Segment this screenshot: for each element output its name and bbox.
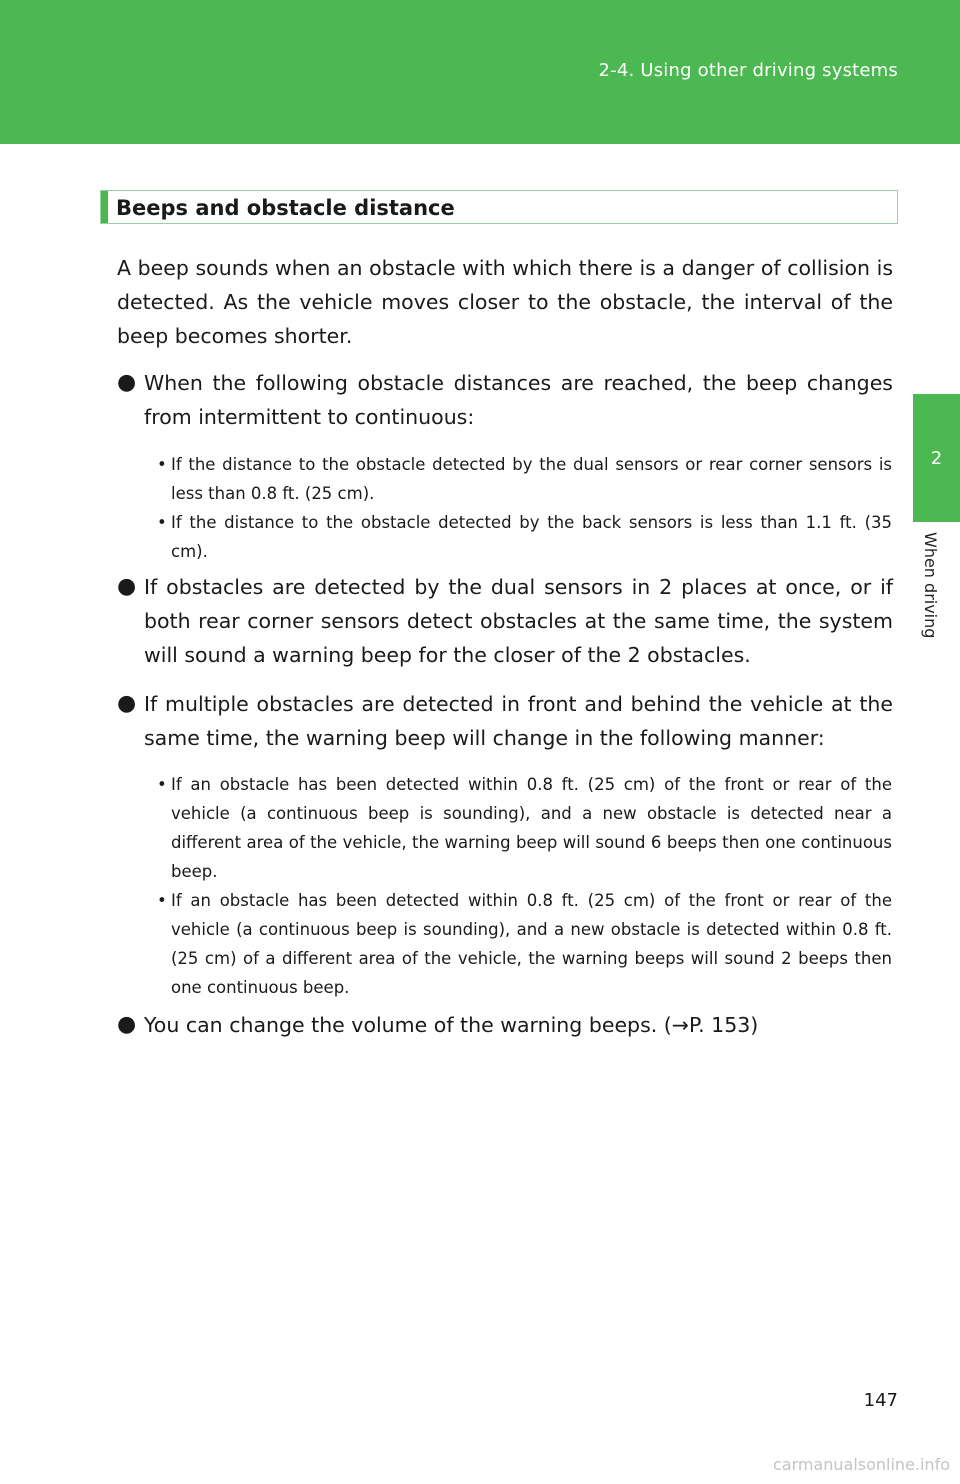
intro-paragraph: A beep sounds when an obstacle with which there is a danger of collision is detected. As the vehicle moves closer to the obstacle, the interval of the beep becomes shorter.	[117, 256, 893, 348]
sub-bullet-item	[157, 450, 892, 508]
bullet-item	[117, 1008, 893, 1042]
section-breadcrumb: 2-4. Using other driving systems	[598, 60, 898, 81]
chapter-tab-number: 2	[930, 448, 943, 469]
sub-bullet-text: If an obstacle has been detected within 0.8 ft. (25 cm) of the front or rear of the vehicle (a continuous beep is sounding), and a new obstacle is detected within 0.8 ft. (25 cm) of a different area of the vehicle, the warning beeps will sound 2 beeps then one continuous beep.	[171, 891, 892, 997]
header-band	[0, 0, 960, 144]
page-number: 147	[863, 1390, 898, 1411]
sub-bullet-text: If the distance to the obstacle detected by the back sensors is less than 1.1 ft. (35 cm).	[171, 513, 892, 561]
bullet-text: You can change the volume of the warning beeps. (→P. 153)	[144, 1013, 759, 1037]
sub-bullet-text: If an obstacle has been detected within 0.8 ft. (25 cm) of the front or rear of the vehicle (a continuous beep is sounding), and a new obstacle is detected near a different area of the vehicle, the warning beep will sound 6 beeps then one continuous beep.	[171, 775, 892, 881]
bullet-item	[117, 687, 893, 755]
sub-bullet-icon: •	[157, 891, 167, 910]
heading-accent-bar	[101, 191, 108, 223]
sub-bullet-text: If the distance to the obstacle detected by the dual sensors or rear corner sensors is less than 0.8 ft. (25 cm).	[171, 455, 892, 503]
bullet-text: If obstacles are detected by the dual sensors in 2 places at once, or if both rear corner sensors detect obstacles at the same time, the system will sound a warning beep for the closer of the 2 obstacles.	[144, 575, 893, 667]
bullet-item	[117, 366, 893, 434]
sub-bullet-item	[157, 886, 892, 1002]
sub-bullet-icon: •	[157, 513, 167, 532]
section-heading-text: Beeps and obstacle distance	[116, 196, 455, 220]
sub-bullet-item	[157, 508, 892, 566]
bullet-text: If multiple obstacles are detected in front and behind the vehicle at the same time, the warning beep will change in the following manner:	[144, 692, 893, 750]
bullet-icon: ●	[117, 691, 137, 716]
bullet-icon: ●	[117, 1012, 137, 1037]
bullet-item	[117, 570, 893, 672]
bullet-text: When the following obstacle distances are reached, the beep changes from intermittent to continuous:	[144, 371, 893, 429]
sub-bullet-icon: •	[157, 455, 167, 474]
sub-bullet-icon: •	[157, 775, 167, 794]
bullet-icon: ●	[117, 574, 137, 599]
sub-bullet-item	[157, 770, 892, 886]
section-heading	[100, 190, 898, 224]
watermark: carmanualsonline.info	[772, 1455, 950, 1474]
bullet-icon: ●	[117, 370, 137, 395]
chapter-tab-label: When driving	[921, 532, 940, 639]
